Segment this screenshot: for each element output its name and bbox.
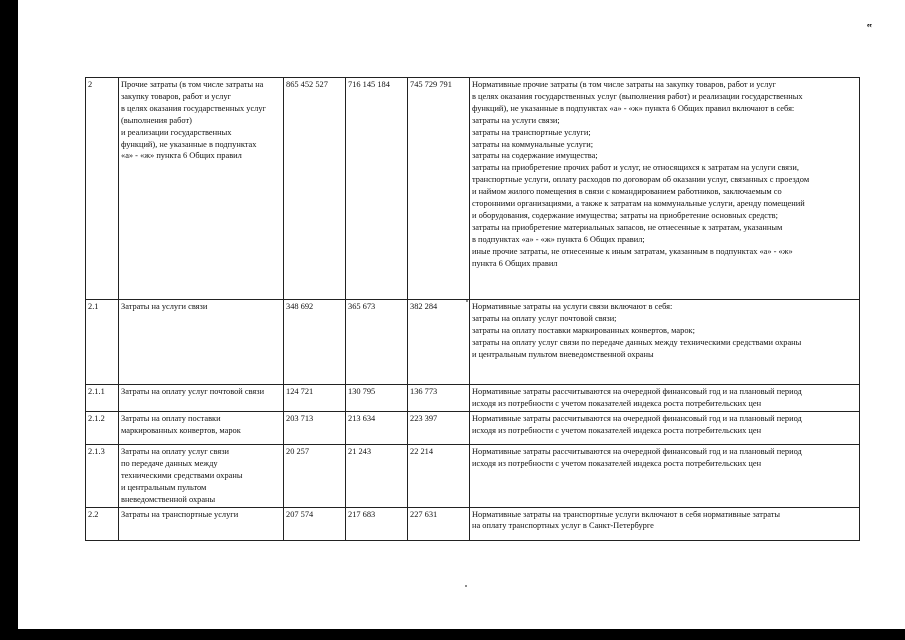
cost-item-name-line: по передаче данных между [121, 458, 218, 468]
amount-year-1: 124 721 [284, 385, 346, 412]
normative-description-line: и оборудования, содержание имущества; затраты на приобретение основных средств; [472, 210, 778, 220]
scan-speck [466, 300, 468, 302]
normative-description [470, 78, 860, 300]
row-number: 2.2 [86, 507, 119, 540]
cost-item-name-line: вневедомственной охраны [121, 494, 216, 504]
cost-item-name-line: Затраты на оплату услуг почтовой связи [121, 387, 265, 396]
normative-description-line: Нормативные затраты рассчитываются на очередной финансовый год и на плановый период [472, 387, 802, 396]
amount-year-3: 382 284 [408, 300, 470, 385]
amount-year-3: 227 631 [408, 507, 470, 540]
amount-year-3: 136 773 [408, 385, 470, 412]
page-number-marker: ‟ [866, 22, 872, 34]
cost-item-name-line: функций), не указанные в подпунктах [121, 139, 257, 149]
scan-speck [465, 585, 467, 587]
amount-year-2: 365 673 [346, 300, 408, 385]
normative-description-line: затраты на оплату услуг связи по передаче данных между техническими средствами охраны [472, 337, 802, 347]
normative-description-line: Нормативные прочие затраты (в том числе затраты на закупку товаров, работ и услуг [472, 80, 776, 89]
row-number: 2 [86, 78, 119, 300]
normative-description-line: затраты на транспортные услуги; [472, 127, 591, 137]
amount-year-1: 348 692 [284, 300, 346, 385]
cost-item-name-line: Затраты на оплату поставки [121, 414, 221, 423]
cost-item-name-line: в целях оказания государственных услуг [121, 103, 266, 113]
amount-year-1: 865 452 527 [284, 78, 346, 300]
normative-description-line: затраты на оплату услуг почтовой связи; [472, 313, 617, 323]
normative-description [470, 507, 860, 540]
normative-description-line: исходя из потребности с учетом показателей индекса роста потребительских цен [472, 425, 762, 435]
normative-description-line: и центральным пультом вневедомственной охраны [472, 349, 654, 359]
cost-item-name-line: Прочие затраты (в том числе затраты на [121, 80, 264, 89]
normative-description-line: Нормативные затраты на транспортные услуги включают в себя нормативные затраты [472, 509, 781, 519]
table-row [86, 385, 860, 412]
normative-description-line: в целях оказания государственных услуг (выполнения работ) и реализации государственных [472, 91, 803, 101]
normative-description-line: функций), не указанные в подпунктах «а» - «ж» пункта 6 Общих правил включают в себя: [472, 103, 795, 113]
cost-item-name-line: Затраты на оплату услуг связи [121, 447, 230, 456]
table-row [86, 78, 860, 300]
amount-year-3: 745 729 791 [408, 78, 470, 300]
normative-description-line: транспортные услуги, оплату расходов по договорам об оказании услуг, связанных с проездом [472, 175, 810, 185]
amount-year-2: 130 795 [346, 385, 408, 412]
normative-description [470, 300, 860, 385]
normative-description [470, 385, 860, 412]
normative-description-line: затраты на коммунальные услуги; [472, 139, 594, 149]
cost-item-name [119, 507, 284, 540]
cost-item-name-line: Затраты на услуги связи [121, 302, 208, 311]
cost-item-name-line: техническими средствами охраны [121, 470, 243, 480]
table-row [86, 445, 860, 508]
row-number: 2.1 [86, 300, 119, 385]
normative-description-line: затраты на содержание имущества; [472, 151, 598, 161]
cost-item-name-line: Затраты на транспортные услуги [121, 509, 239, 519]
cost-item-name-line: «а» - «ж» пункта 6 Общих правил [121, 151, 242, 161]
normative-description-line: в подпунктах «а» - «ж» пункта 6 Общих правил; [472, 234, 645, 244]
normative-description-line: и наймом жилого помещения в связи с командированием работников, заключаемым со [472, 187, 782, 197]
amount-year-2: 21 243 [346, 445, 408, 508]
row-number: 2.1.2 [86, 412, 119, 445]
scan-edge-bottom [0, 629, 905, 640]
cost-item-name-line: и центральным пультом [121, 482, 207, 492]
row-number: 2.1.3 [86, 445, 119, 508]
cost-item-name-line: и реализации государственных [121, 127, 232, 137]
amount-year-2: 213 634 [346, 412, 408, 445]
amount-year-2: 716 145 184 [346, 78, 408, 300]
cost-item-name-line: маркированных конвертов, марок [121, 425, 241, 435]
cost-item-name [119, 78, 284, 300]
normative-description-line: исходя из потребности с учетом показателей индекса роста потребительских цен [472, 398, 762, 408]
normative-description [470, 445, 860, 508]
normative-description-line: пункта 6 Общих правил [472, 258, 558, 268]
normative-description-line: исходя из потребности с учетом показателей индекса роста потребительских цен [472, 458, 762, 468]
normative-description [470, 412, 860, 445]
normative-description-line: Нормативные затраты на услуги связи включают в себя: [472, 302, 673, 311]
normative-description-line: на оплату транспортных услуг в Санкт-Петербурге [472, 521, 654, 531]
table-row [86, 412, 860, 445]
amount-year-3: 22 214 [408, 445, 470, 508]
normative-description-line: затраты на услуги связи; [472, 115, 560, 125]
cost-item-name [119, 385, 284, 412]
cost-item-name-line: закупку товаров, работ и услуг [121, 91, 231, 101]
scan-edge-left [0, 0, 18, 640]
normative-description-line: затраты на приобретение прочих работ и услуг, не относящихся к затратам на услуги связи, [472, 163, 799, 173]
amount-year-1: 203 713 [284, 412, 346, 445]
normative-description-line: Нормативные затраты рассчитываются на очередной финансовый год и на плановый период [472, 447, 802, 456]
cost-item-name [119, 412, 284, 445]
cost-item-name-line: (выполнения работ) [121, 115, 192, 125]
cost-item-name [119, 300, 284, 385]
normative-description-line: Нормативные затраты рассчитываются на очередной финансовый год и на плановый период [472, 414, 802, 423]
table-row [86, 300, 860, 385]
cost-item-name [119, 445, 284, 508]
amount-year-3: 223 397 [408, 412, 470, 445]
normative-description-line: сторонними организациями, а также к затратам на коммунальные услуги, аренду помещений [472, 199, 805, 209]
normative-description-line: затраты на оплату поставки маркированных конвертов, марок; [472, 325, 695, 335]
amount-year-2: 217 683 [346, 507, 408, 540]
cost-norms-table [85, 77, 860, 541]
amount-year-1: 20 257 [284, 445, 346, 508]
amount-year-1: 207 574 [284, 507, 346, 540]
normative-description-line: затраты на приобретение материальных запасов, не отнесенные к затратам, указанным [472, 222, 783, 232]
table-row [86, 507, 860, 540]
row-number: 2.1.1 [86, 385, 119, 412]
normative-description-line: иные прочие затраты, не отнесенные к иным затратам, указанным в подпунктах «а» - «ж» [472, 246, 793, 256]
